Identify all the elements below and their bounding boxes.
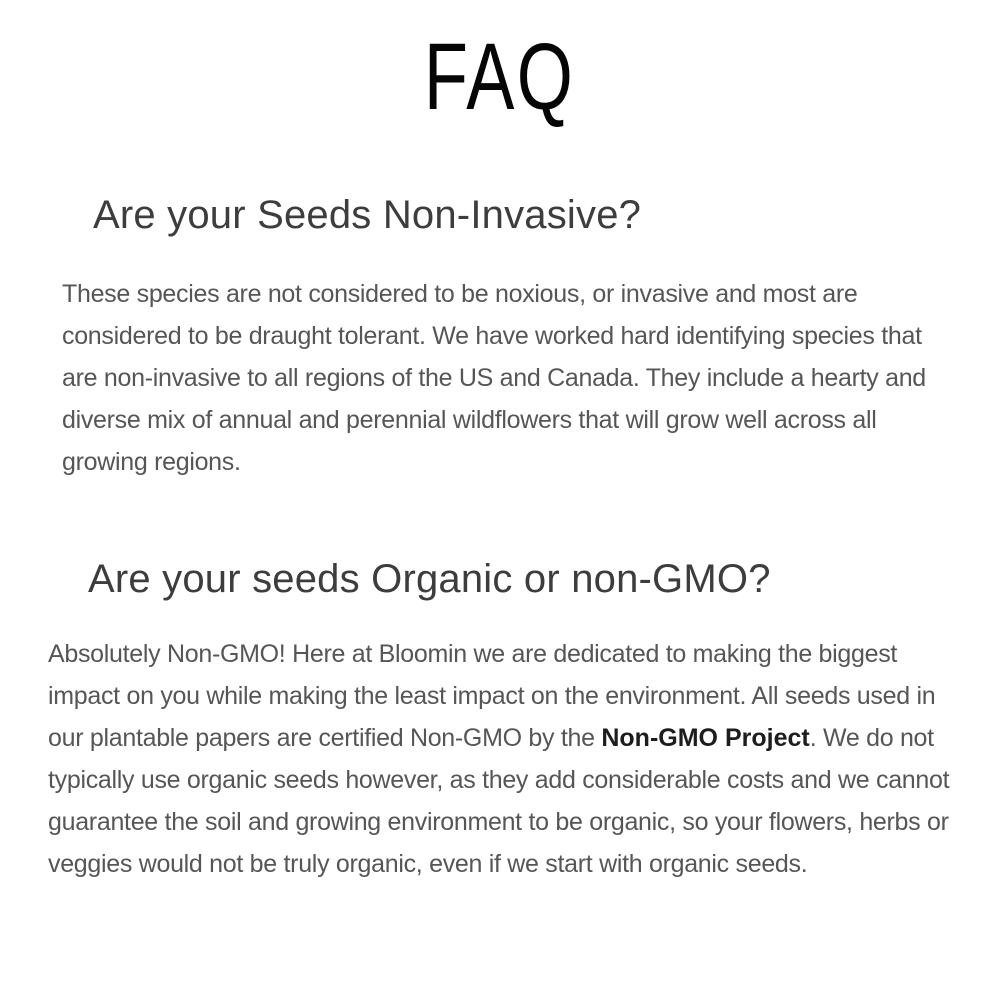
faq-section-non-invasive	[0, 191, 1000, 483]
faq-answer-non-invasive: These species are not considered to be noxious, or invasive and most are considered to be draught tolerant. We have worked hard identifying species that are non-invasive to all regions of the US and Canada. They include a hearty and diverse mix of annual and perennial wildflowers that will grow well across all growing regions.	[62, 280, 926, 476]
answer-text-after-bold: . We do not typically use organic seeds however, as they add considerable costs and we cannot guarantee the soil and growing environment to be organic, so your flowers, herbs or veggies would not be truly organic, even if we start with organic seeds.	[48, 724, 950, 878]
page-header	[0, 0, 1000, 130]
page-title: FAQ	[424, 24, 576, 130]
faq-section-organic	[0, 555, 1000, 885]
faq-answer-organic	[48, 633, 968, 885]
faq-question-organic: Are your seeds Organic or non-GMO?	[88, 557, 771, 601]
faq-question-non-invasive: Are your Seeds Non-Invasive?	[93, 193, 642, 237]
non-gmo-project-bold-text: Non-GMO Project	[601, 724, 810, 752]
answer-text-before-bold: Absolutely Non-GMO! Here at Bloomin we are dedicated to making the biggest impact on you while making the least impact on the environment. All seeds used in our plantable papers are certified Non-GMO by the	[48, 640, 936, 752]
